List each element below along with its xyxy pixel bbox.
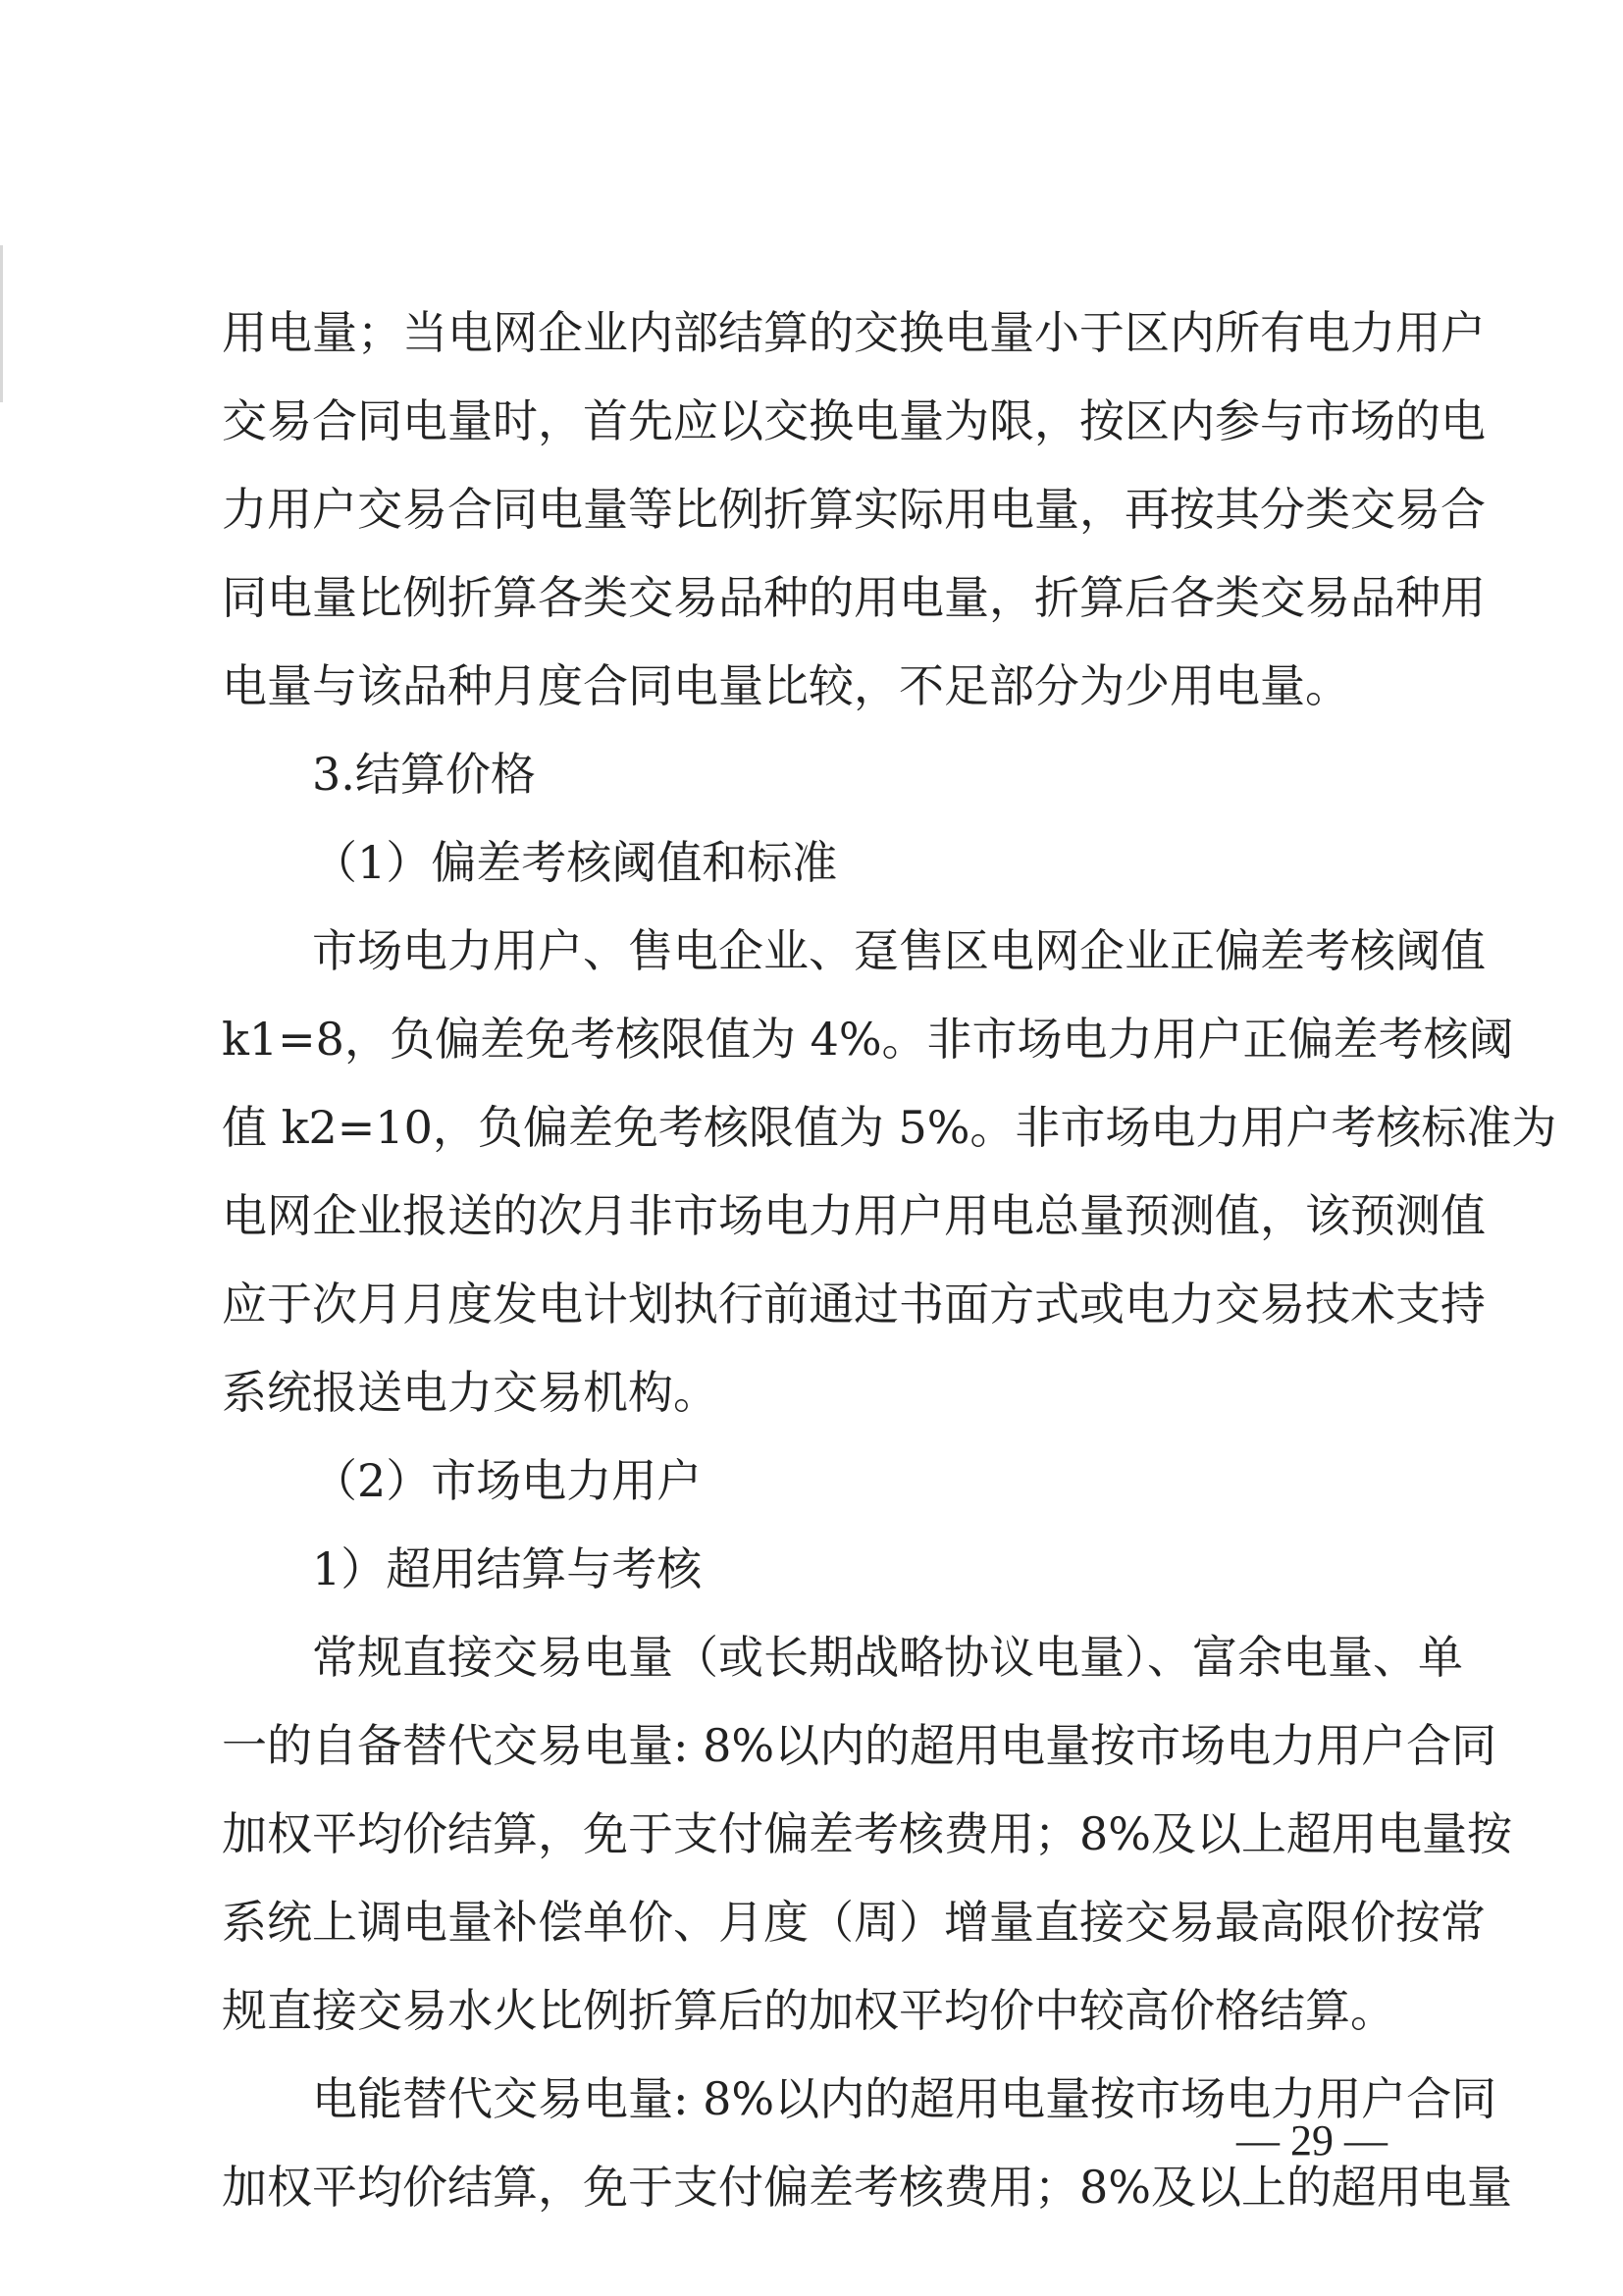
paragraph-line: 规直接交易水火比例折算后的加权平均价中较高价格结算。 [222, 1984, 1395, 2037]
paragraph-line: 交易合同电量时，首先应以交换电量为限，按区内参与市场的电 [222, 394, 1486, 447]
section-heading: 3.结算价格 [312, 748, 536, 801]
subsection-heading: （1）偏差考核阈值和标准 [312, 836, 838, 889]
paragraph-line: k1=8，负偏差免考核限值为 4%。非市场电力用户正偏差考核阈 [222, 1013, 1514, 1066]
paragraph-line: 电网企业报送的次月非市场电力用户用电总量预测值，该预测值 [222, 1189, 1486, 1242]
paragraph-line: 同电量比例折算各类交易品种的用电量，折算后各类交易品种用 [222, 571, 1486, 624]
paragraph-line: 力用户交易合同电量等比例折算实际用电量，再按其分类交易合 [222, 483, 1486, 536]
paragraph-line: 加权平均价结算，免于支付偏差考核费用；8%及以上的超用电量 [222, 2161, 1512, 2214]
body-text [222, 288, 1557, 2231]
paragraph-line: 系统报送电力交易机构。 [222, 1366, 718, 1419]
subsection-heading: （2）市场电力用户 [312, 1454, 703, 1507]
page-number: — 29 — [1236, 2116, 1387, 2165]
paragraph-line: 加权平均价结算，免于支付偏差考核费用；8%及以上超用电量按 [222, 1807, 1512, 1860]
paragraph-line: 应于次月月度发电计划执行前通过书面方式或电力交易技术支持 [222, 1278, 1486, 1331]
scan-edge-shadow [0, 245, 3, 402]
paragraph-line: 市场电力用户、售电企业、趸售区电网企业正偏差考核阈值 [312, 924, 1486, 977]
paragraph-line: 用电量；当电网企业内部结算的交换电量小于区内所有电力用户 [222, 306, 1486, 359]
paragraph-line: 常规直接交易电量（或长期战略协议电量）、富余电量、单 [312, 1631, 1463, 1684]
paragraph-line: 电量与该品种月度合同电量比较，不足部分为少用电量。 [222, 659, 1350, 712]
paragraph-line: 系统上调电量补偿单价、月度（周）增量直接交易最高限价按常 [222, 1896, 1486, 1949]
paragraph-line: 一的自备替代交易电量: 8%以内的超用电量按市场电力用户合同 [222, 1719, 1497, 1772]
paragraph-line: 电能替代交易电量: 8%以内的超用电量按市场电力用户合同 [312, 2072, 1497, 2125]
item-heading: 1）超用结算与考核 [312, 1542, 703, 1595]
paragraph-line: 值 k2=10，负偏差免考核限值为 5%。非市场电力用户考核标准为 [222, 1101, 1557, 1154]
